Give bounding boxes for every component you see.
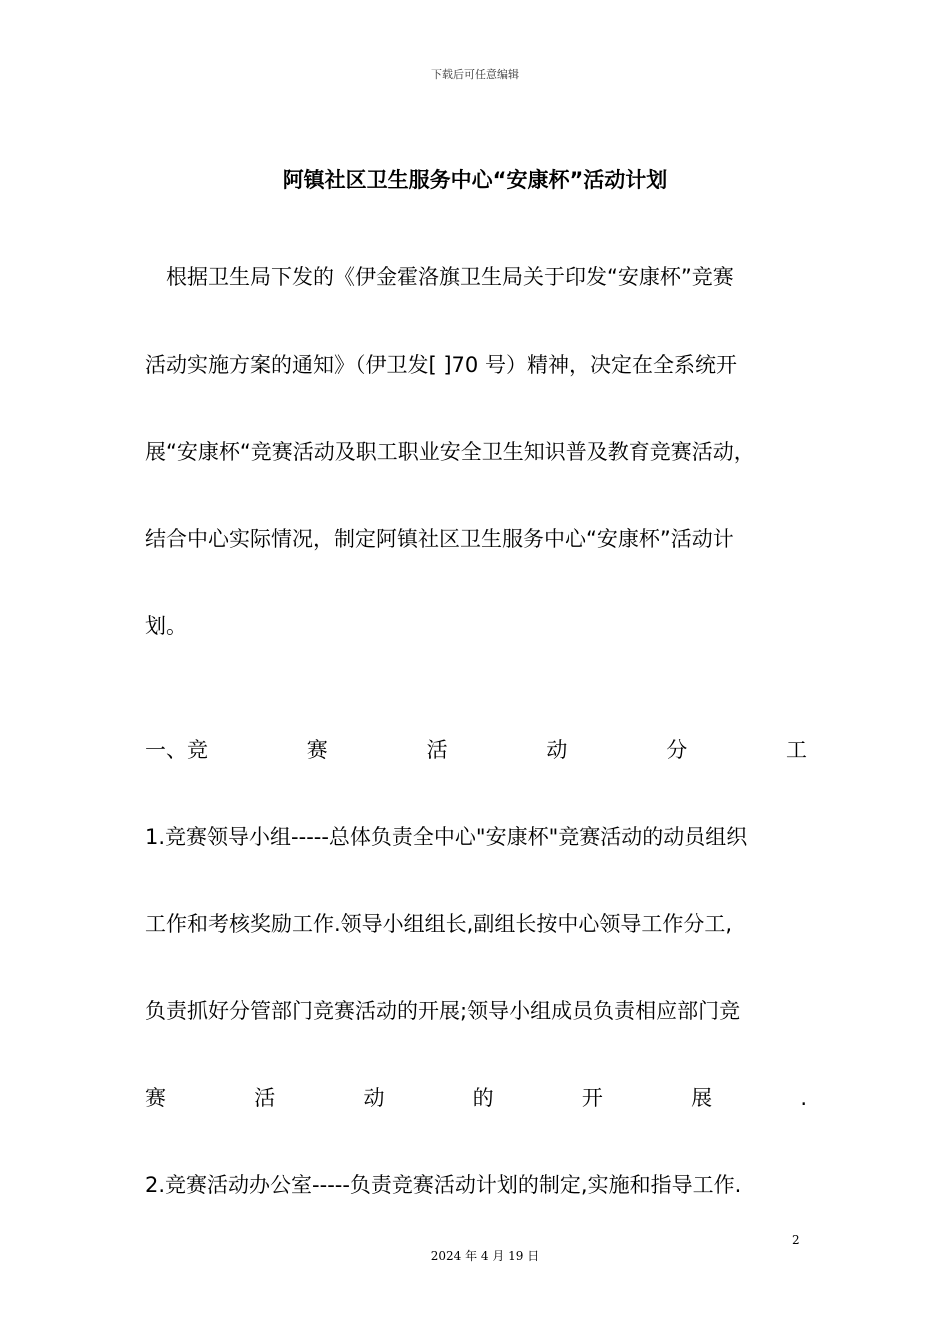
list-item-line: 1.竞赛领导小组-----总体负责全中心"安康杯"竞赛活动的动员组织 xyxy=(145,825,748,849)
page-number: 2 xyxy=(792,1233,800,1247)
section-heading xyxy=(145,735,807,765)
justified-char: 赛 xyxy=(145,1086,166,1110)
list-item-line: 负责抓好分管部门竞赛活动的开展;领导小组成员负责相应部门竞 xyxy=(145,999,741,1023)
justified-char: 展 xyxy=(691,1086,713,1110)
document-title: 阿镇社区卫生服务中心“安康杯”活动计划 xyxy=(282,168,668,192)
paragraph-line: 划。 xyxy=(145,614,187,638)
justified-char: . xyxy=(800,1086,807,1110)
heading-char: 一、竞 xyxy=(145,738,208,762)
heading-char: 活 xyxy=(426,738,448,762)
paragraph-line: 展“安康杯“竞赛活动及职工职业安全卫生知识普及教育竞赛活动， xyxy=(145,440,755,464)
page-header: 下载后可任意编辑 xyxy=(431,68,519,81)
paragraph-line: 结合中心实际情况，制定阿镇社区卫生服务中心“安康杯”活动计 xyxy=(145,527,734,551)
list-item-line: 工作和考核奖励工作.领导小组组长,副组长按中心领导工作分工, xyxy=(145,912,733,936)
justified-char: 活 xyxy=(254,1086,276,1110)
page-footer-date: 2024 年 4 月 19 日 xyxy=(430,1249,540,1263)
justified-char: 开 xyxy=(581,1086,603,1110)
heading-char: 动 xyxy=(546,738,568,762)
paragraph-line: 活动实施方案的通知》（伊卫发[ ]70 号）精神，决定在全系统开 xyxy=(145,353,737,377)
heading-char: 分 xyxy=(666,738,688,762)
justified-char: 的 xyxy=(472,1086,494,1110)
justified-char: 动 xyxy=(363,1086,385,1110)
list-item-line: 2.竞赛活动办公室-----负责竞赛活动计划的制定,实施和指导工作. xyxy=(145,1173,742,1197)
heading-char: 工 xyxy=(785,738,807,762)
paragraph-line: 根据卫生局下发的《伊金霍洛旗卫生局关于印发“安康杯”竞赛 xyxy=(145,265,734,289)
list-item-justified-line xyxy=(145,1083,807,1113)
heading-char: 赛 xyxy=(306,738,328,762)
